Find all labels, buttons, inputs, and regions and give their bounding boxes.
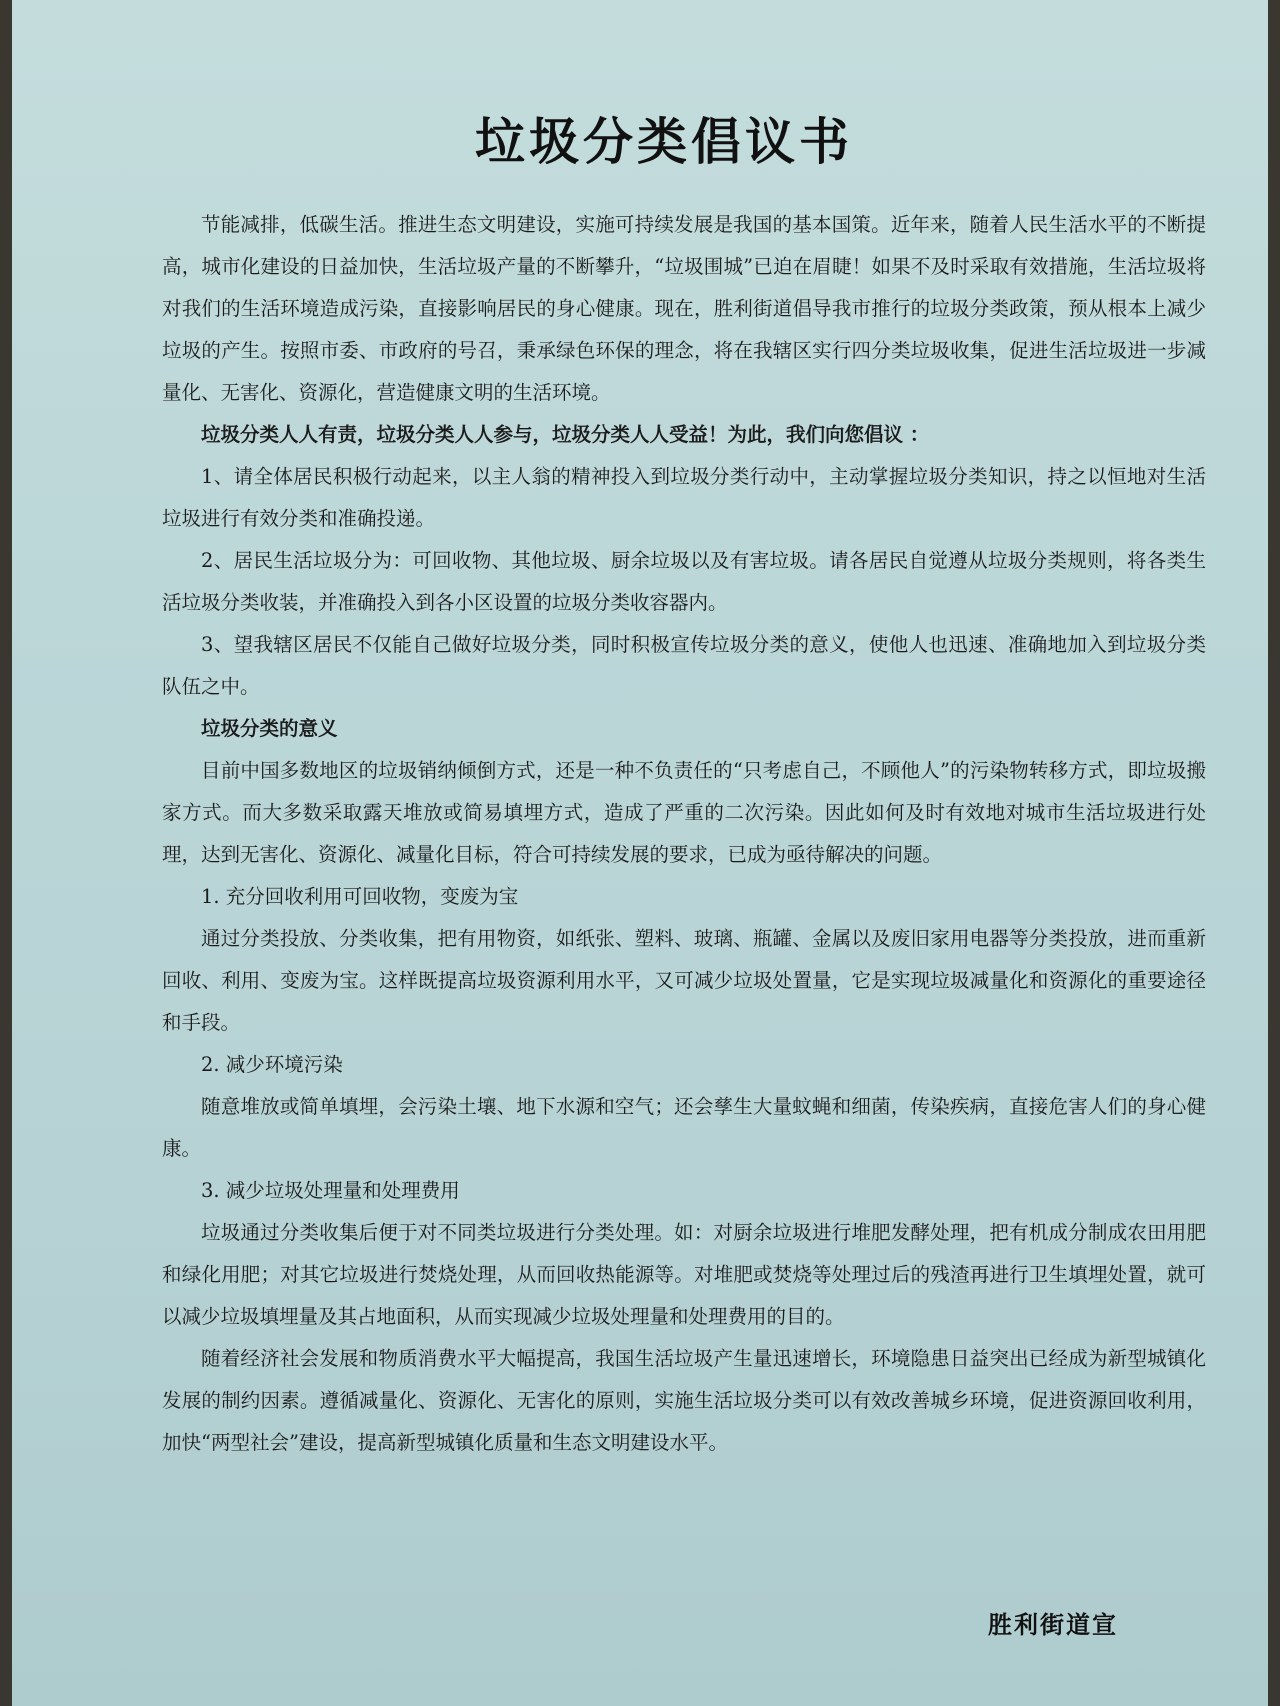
signature: 胜利街道宣 bbox=[988, 1611, 1118, 1639]
significance-heading: 垃圾分类的意义 bbox=[201, 717, 338, 740]
proposal-3: 3、望我辖区居民不仅能自己做好垃圾分类，同时积极宣传垃圾分类的意义，使他人也迅速、准确地加入到垃圾分类队伍之中。 bbox=[162, 633, 1206, 698]
point-2-body: 随意堆放或简单填埋，会污染土壤、地下水源和空气；还会孳生大量蚊蝇和细菌，传染疾病，直接危害人们的身心健康。 bbox=[162, 1095, 1206, 1160]
point-3-heading: 3. 减少垃圾处理量和处理费用 bbox=[201, 1179, 460, 1202]
point-1-body: 通过分类投放、分类收集，把有用物资，如纸张、塑料、玻璃、瓶罐、金属以及废旧家用电器等分类投放，进而重新回收、利用、变废为宝。这样既提高垃圾资源利用水平，又可减少垃圾处置量，它是实现垃圾减量化和资源化的重要途径和手段。 bbox=[162, 927, 1206, 1034]
intro-paragraph: 节能减排，低碳生活。推进生态文明建设，实施可持续发展是我国的基本国策。近年来，随着人民生活水平的不断提高，城市化建设的日益加快，生活垃圾产量的不断攀升，“垃圾围城”已迫在眉睫！如果不及时采取有效措施，生活垃圾将对我们的生活环境造成污染，直接影响居民的身心健康。现在，胜利街道倡导我市推行的垃圾分类政策，预从根本上减少垃圾的产生。按照市委、市政府的号召，秉承绿色环保的理念，将在我辖区实行四分类垃圾收集，促进生活垃圾进一步减量化、无害化、资源化，营造健康文明的生活环境。 bbox=[162, 213, 1206, 404]
document-page bbox=[12, 0, 1268, 1706]
conclusion-paragraph: 随着经济社会发展和物质消费水平大幅提高，我国生活垃圾产生量迅速增长，环境隐患日益突出已经成为新型城镇化发展的制约因素。遵循减量化、资源化、无害化的原则，实施生活垃圾分类可以有效改善城乡环境，促进资源回收利用，加快“两型社会”建设，提高新型城镇化质量和生态文明建设水平。 bbox=[162, 1347, 1206, 1454]
point-2-heading: 2. 减少环境污染 bbox=[201, 1053, 343, 1076]
proposal-2: 2、居民生活垃圾分为：可回收物、其他垃圾、厨余垃圾以及有害垃圾。请各居民自觉遵从垃圾分类规则，将各类生活垃圾分类收装，并准确投入到各小区设置的垃圾分类收容器内。 bbox=[162, 549, 1206, 614]
proposal-1: 1、请全体居民积极行动起来，以主人翁的精神投入到垃圾分类行动中，主动掌握垃圾分类知识，持之以恒地对生活垃圾进行有效分类和准确投递。 bbox=[162, 465, 1206, 530]
point-1-heading: 1. 充分回收利用可回收物，变废为宝 bbox=[201, 885, 519, 908]
call-to-action: 垃圾分类人人有责，垃圾分类人人参与，垃圾分类人人受益！为此，我们向您倡议 ： bbox=[201, 423, 930, 446]
point-3-body: 垃圾通过分类收集后便于对不同类垃圾进行分类处理。如：对厨余垃圾进行堆肥发酵处理，把有机成分制成农田用肥和绿化用肥；对其它垃圾进行焚烧处理，从而回收热能源等。对堆肥或焚烧等处理过后的残渣再进行卫生填埋处置，就可以减少垃圾填埋量及其占地面积，从而实现减少垃圾处理量和处理费用的目的。 bbox=[162, 1221, 1206, 1328]
significance-intro: 目前中国多数地区的垃圾销纳倾倒方式，还是一种不负责任的“只考虑自己，不顾他人”的污染物转移方式，即垃圾搬家方式。而大多数采取露天堆放或简易填埋方式，造成了严重的二次污染。因此如何及时有效地对城市生活垃圾进行处理，达到无害化、资源化、减量化目标，符合可持续发展的要求，已成为亟待解决的问题。 bbox=[162, 759, 1206, 866]
document-title: 垃圾分类倡议书 bbox=[475, 113, 853, 171]
